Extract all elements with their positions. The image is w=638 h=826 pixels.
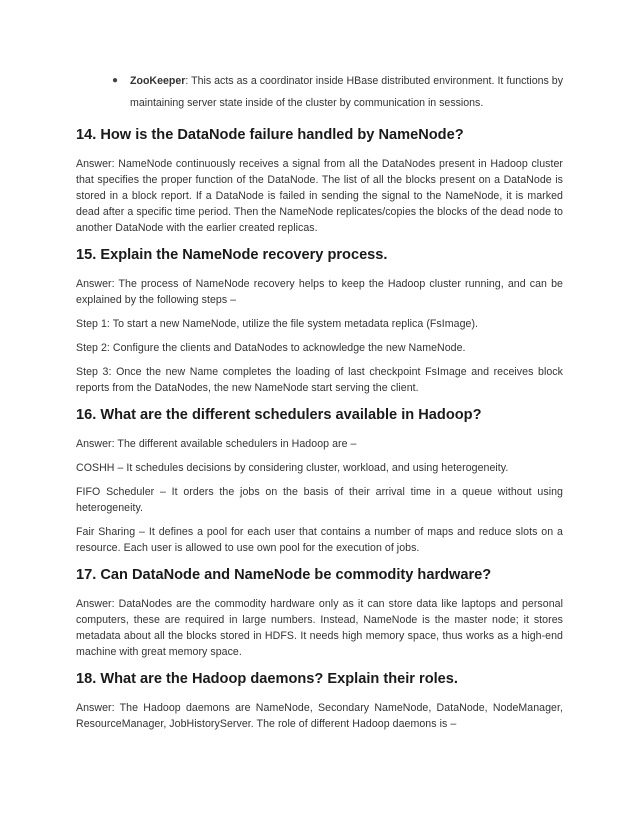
paragraph: COSHH – It schedules decisions by considering cluster, workload, and using heterogeneity. — [76, 462, 509, 474]
section-14 — [76, 126, 563, 236]
bullet-term: ZooKeeper — [130, 75, 186, 87]
paragraph: Answer: The different available schedulers in Hadoop are – — [76, 438, 357, 450]
section-16 — [76, 406, 563, 556]
section-heading: 14. How is the DataNode failure handled by NameNode? — [76, 127, 464, 143]
bullet-text — [130, 70, 563, 114]
section-15 — [76, 246, 563, 396]
section-heading: 18. What are the Hadoop daemons? Explain their roles. — [76, 671, 458, 687]
paragraph: Answer: The process of NameNode recovery helps to keep the Hadoop cluster running, and can be explained by the following steps – — [76, 278, 563, 306]
section-heading: 16. What are the different schedulers available in Hadoop? — [76, 407, 482, 423]
paragraph: Answer: NameNode continuously receives a signal from all the DataNodes present in Hadoop cluster that specifies the proper function of the DataNode. The list of all the blocks present on a DataNode is stored in a block report. If a DataNode is failed in sending the signal to the NameNode, it is marked dead after a specific time period. Then the NameNode replicates/copies the blocks of the dead node to another DataNode with the earlier created replicas. — [76, 158, 563, 234]
paragraph: FIFO Scheduler – It orders the jobs on the basis of their arrival time in a queue without using heterogeneity. — [76, 486, 563, 514]
bullet-description: : This acts as a coordinator inside HBase distributed environment. It functions by maintaining server state inside of the cluster by communication in sessions. — [130, 75, 563, 109]
paragraph: Fair Sharing – It defines a pool for each user that contains a number of maps and reduce slots on a resource. Each user is allowed to use own pool for the execution of jobs. — [76, 526, 563, 554]
paragraph: Step 2: Configure the clients and DataNodes to acknowledge the new NameNode. — [76, 342, 466, 354]
paragraph: Step 1: To start a new NameNode, utilize the file system metadata replica (FsImage). — [76, 318, 479, 330]
section-17 — [76, 566, 563, 660]
zookeeper-bullet — [112, 70, 563, 114]
section-18 — [76, 670, 563, 732]
paragraph: Step 3: Once the new Name completes the loading of last checkpoint FsImage and receives block reports from the DataNodes, the new NameNode start serving the client. — [76, 366, 563, 394]
bullet-dot-icon: ● — [112, 75, 119, 86]
section-heading: 15. Explain the NameNode recovery process. — [76, 247, 388, 263]
paragraph: Answer: DataNodes are the commodity hardware only as it can store data like laptops and personal computers, these are required in large numbers. Instead, NameNode is the master node; it stores metadata about all the blocks stored in HDFS. It needs high memory space, thus works as a high-end machine with great memory space. — [76, 598, 563, 658]
section-heading: 17. Can DataNode and NameNode be commodity hardware? — [76, 567, 492, 583]
paragraph: Answer: The Hadoop daemons are NameNode, Secondary NameNode, DataNode, NodeManager, ResourceManager, JobHistoryServer. The role of different Hadoop daemons is – — [76, 702, 563, 730]
